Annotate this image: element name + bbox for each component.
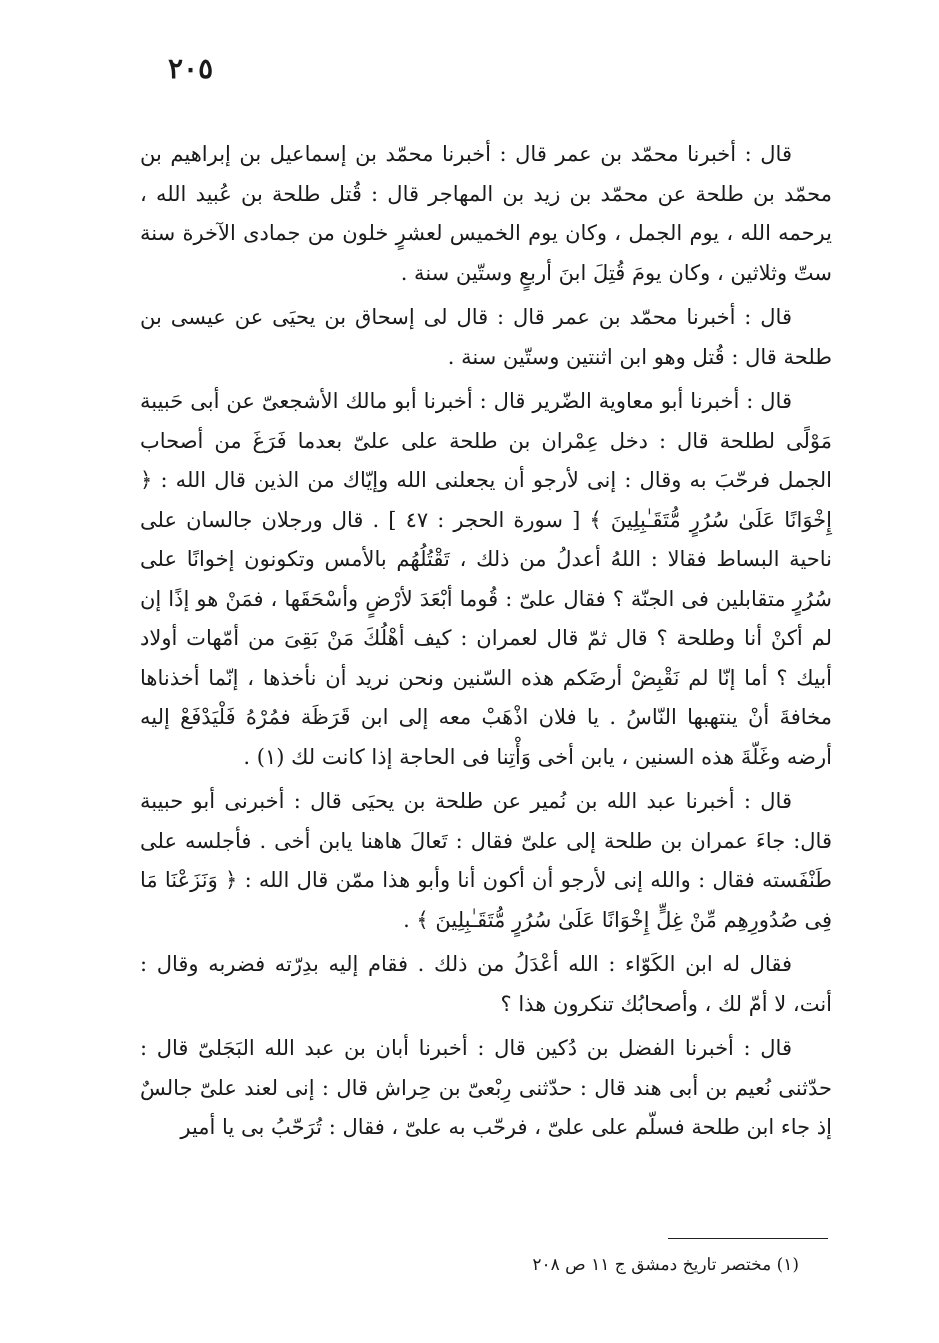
footnote-divider — [668, 1238, 828, 1239]
paragraph-6: قال : أخبرنا الفضل بن دُكين قال : أخبرنا أبان بن عبد الله البَجَلىّ قال : حدّثنى نُعيم بن أبى هند قال : حدّثنى رِبْعىّ بن حِراش قال : إنى لعند علىّ جالسٌ إذ جاء ابن طلحة فسلّم على علىّ ، فرحّب به علىّ ، فقال : تُرَحّبُ بى يا أمير — [140, 1036, 832, 1139]
paragraph-2: قال : أخبرنا محمّد بن عمر قال : قال لى إسحاق بن يحيَى عن عيسى بن طلحة قال : قُتل وهو ابن اثنتين وستّين سنة . — [140, 305, 832, 369]
footnote: (١) مختصر تاريخ دمشق ج ١١ ص ٢٠٨ — [532, 1255, 799, 1275]
page-number: ٢٠٥ — [168, 52, 214, 85]
paragraph-5: فقال له ابن الكَوّاء : الله أعْدَلُ من ذلك . فقام إليه بدِرّته فضربه وقال : أنت، لا أمّ لك ، وأصحابُك تنكرون هذا ؟ — [140, 952, 832, 1016]
paragraph-1: قال : أخبرنا محمّد بن عمر قال : أخبرنا محمّد بن إسماعيل بن إبراهيم بن محمّد بن طلحة عن محمّد بن زيد بن المهاجر قال : قُتل طلحة بن عُبيد الله ، يرحمه الله ، يوم الجمل ، وكان يوم الخميس لعشرٍ خلون من جمادى الآخرة سنة ستّ وثلاثين ، وكان يومَ قُتِلَ ابنَ أربعٍ وستّين سنة . — [140, 142, 832, 285]
paragraph-3: قال : أخبرنا أبو معاوية الضّرير قال : أخبرنا أبو مالك الأشجعىّ عن أبى حَبيبة مَوْلًى لطلحة قال : دخل عِمْران بن طلحة على علىّ بعدما فَرَغَ من أصحاب الجمل فرحّبَ به وقال : إنى لأرجو أن يجعلنى الله وإيّاك من الذين قال الله : ﴿ إِخْوَانًا عَلَىٰ سُرُرٍ مُّتَقَـٰبِلِينَ ﴾ [ سورة الحجر : ٤٧ ] . قال ورجلان جالسان على ناحية البساط فقالا : اللهُ أعدلُ من ذلك ، تَقْتُلُهُم بالأمس وتكونون إخوانًا على سُرُرٍ متقابلين فى الجنّة ؟ فقال علىّ : قُوما أبْعَدَ لأرْضٍ وأسْحَقَها ، فمَنْ هو إذًا إن لم أكنْ أنا وطلحة ؟ قال ثمّ قال لعمران : كيف أهْلُكَ مَنْ بَقِىَ من أمّهات أولاد أبيك ؟ أما إنّا لم نَقْبِضْ أرضَكم هذه السّنين ونحن نريد أن نأخذها ، إنّما أخذناها مخافةَ أنْ ينتهبها النّاسُ . يا فلان اذْهَبْ معه إلى ابن قَرَظَة فمُرْهُ فَلْيَدْفَعْ إليه أرضه وغَلّةَ هذه السنين ، يابن أخى وَأْتِنا فى الحاجة إذا كانت لك (١) . — [140, 389, 832, 769]
paragraph-4: قال : أخبرنا عبد الله بن نُمير عن طلحة بن يحيَى قال : أخبرنى أبو حبيبة قال: جاءَ عمران بن طلحة إلى علىّ فقال : تَعالَ هاهنا يابن أخى . فأجلسه على طَنْفَسته فقال : والله إنى لأرجو أن أكون أنا وأبو هذا ممّن قال الله : ﴿ وَنَزَعْنَا مَا فِى صُدُورِهِم مِّنْ غِلٍّ إِخْوَانًا عَلَىٰ سُرُرٍ مُّتَقَـٰبِلِينَ ﴾ . — [140, 789, 832, 932]
body-text — [140, 135, 832, 1153]
